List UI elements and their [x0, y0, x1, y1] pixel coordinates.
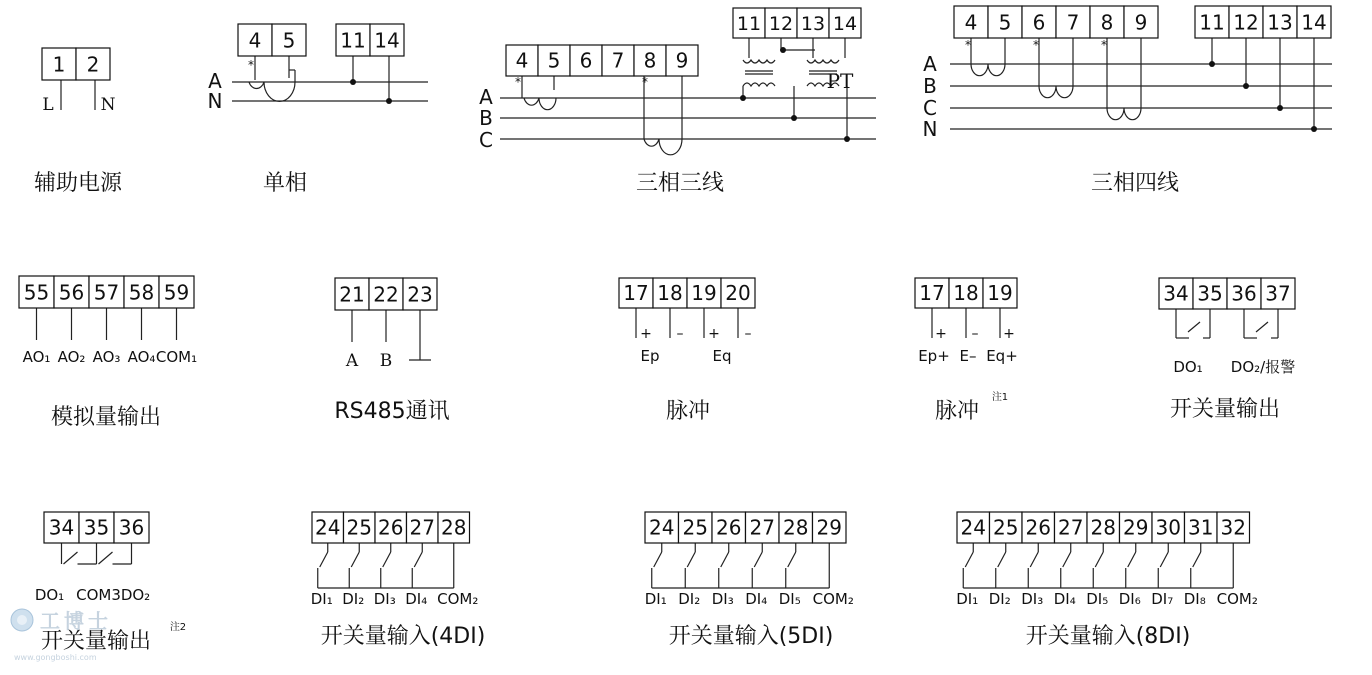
do2-label: DO₂: [120, 586, 151, 604]
3p3w-pt-terminal-number: 11: [736, 12, 762, 35]
di8-label: DI₁: [956, 590, 979, 608]
di-switch: [1128, 552, 1136, 567]
junction-dot: [386, 98, 392, 104]
di4-label: COM₂: [437, 590, 479, 608]
pt-label: PT: [826, 69, 854, 93]
di-switch: [687, 552, 695, 567]
ao-label: COM₁: [155, 348, 198, 366]
3p4w-line-A: A: [923, 52, 937, 76]
di5-label: DI₁: [644, 590, 667, 608]
power-label-n: N: [100, 95, 116, 115]
power-terminal-number: 1: [52, 52, 66, 77]
di4-terminal-number: 25: [346, 515, 372, 540]
single-phase-terminal-number: 5: [282, 28, 296, 53]
di8-terminal-number: 30: [1155, 515, 1181, 540]
logo-text: 工博士: [40, 609, 112, 633]
pulse2-label: Eq+: [986, 347, 1018, 365]
ao-label: AO₄: [127, 348, 156, 366]
di4-terminal-number: 26: [378, 515, 404, 540]
caption-rs485: RS485通讯: [334, 399, 450, 424]
di-switch: [965, 552, 973, 567]
ct-polarity-star: *: [642, 75, 648, 89]
logo-url: www.gongboshi.com: [14, 653, 97, 662]
3p4w-terminal-number: 6: [1032, 10, 1046, 35]
di-switch: [383, 552, 391, 567]
do-switch: [99, 552, 113, 564]
di8-label: DI₂: [988, 590, 1011, 608]
3p3w-pt-terminal-number: 14: [832, 12, 858, 35]
junction-dot: [844, 136, 850, 142]
3p3w-line-a: A: [479, 85, 493, 109]
di4-terminal-number: 27: [409, 515, 435, 540]
ao-label: AO₂: [57, 348, 86, 366]
pulse2-label: Ep+: [918, 347, 950, 365]
di5-label: DI₃: [711, 590, 734, 608]
caption-di8: 开关量输入(8DI): [1025, 624, 1191, 649]
3p3w-line-c: C: [479, 128, 493, 152]
ao-terminal-number: 55: [23, 280, 50, 305]
pulse2-terminal-number: 19: [987, 280, 1013, 305]
di-switch: [1160, 552, 1168, 567]
3p3w-terminal-number: 6: [579, 48, 593, 73]
pulse1-terminal-number: 20: [725, 280, 751, 305]
single-phase-line-a: A: [208, 69, 222, 93]
di5-terminal-number: 29: [816, 515, 842, 540]
di8-label: DI₄: [1053, 590, 1076, 608]
3p4w-v-terminal-number: 14: [1301, 10, 1327, 35]
3p4w-terminal-number: 8: [1100, 10, 1114, 35]
3p3w-line-b: B: [479, 106, 493, 130]
di4-terminal-number: 28: [441, 515, 467, 540]
ct-polarity-star: *: [515, 75, 521, 89]
di5-terminal-number: 26: [716, 515, 742, 540]
ao-terminal-number: 57: [93, 280, 120, 305]
di-switch: [1030, 552, 1038, 567]
rs485-terminal-number: 22: [373, 282, 399, 307]
di4-terminal-number: 24: [315, 515, 341, 540]
caption-do1: 开关量输出: [1169, 397, 1281, 422]
di5-terminal-number: 25: [682, 515, 708, 540]
ao-label: AO₃: [92, 348, 121, 366]
ct-polarity-star: *: [1101, 38, 1107, 52]
di-switch: [1095, 552, 1103, 567]
3p4w-line-N: N: [922, 117, 938, 141]
di-switch: [754, 552, 762, 567]
di-switch: [320, 552, 328, 567]
do2-note: 注2: [169, 622, 187, 633]
pulse-sign: +: [935, 326, 947, 342]
di-switch: [998, 552, 1006, 567]
caption-single-phase: 单相: [262, 171, 308, 196]
do1-terminal-number: 34: [1163, 281, 1189, 306]
di-switch: [351, 552, 359, 567]
caption-pulse2: 脉冲: [934, 399, 980, 424]
ao-terminal-number: 56: [58, 280, 85, 305]
single-phase-line-n: N: [207, 89, 223, 113]
pt-coil-primary: [743, 83, 775, 86]
rs485-a: A: [345, 351, 359, 371]
ct-polarity-star: *: [248, 58, 254, 72]
di8-terminal-number: 31: [1188, 515, 1214, 540]
caption-di4: 开关量输入(4DI): [320, 624, 486, 649]
di8-terminal-number: 29: [1123, 515, 1149, 540]
pulse2-label: E–: [959, 347, 977, 365]
pulse1-terminal-number: 17: [623, 280, 649, 305]
pulse2-terminal-number: 17: [919, 280, 945, 305]
di8-label: DI₆: [1118, 590, 1141, 608]
di8-label: DI₈: [1183, 590, 1206, 608]
caption-3p3w: 三相三线: [635, 171, 725, 196]
di8-label: COM₂: [1216, 590, 1258, 608]
3p4w-v-terminal-number: 13: [1267, 10, 1293, 35]
ao-terminal-number: 58: [128, 280, 155, 305]
do1-terminal-number: 35: [1197, 281, 1223, 306]
3p4w-terminal-number: 5: [998, 10, 1012, 35]
caption-power: 辅助电源: [33, 171, 123, 196]
ct-coil: [971, 64, 1005, 76]
pt-coil-secondary: [807, 60, 839, 63]
di5-label: DI₂: [678, 590, 701, 608]
ct-polarity-star: *: [965, 38, 971, 52]
di4-label: DI₄: [405, 590, 428, 608]
do2-label: COM3: [76, 586, 121, 604]
3p4w-line-C: C: [923, 96, 937, 120]
labels-layer: [23, 10, 1327, 654]
rs485-b: B: [379, 351, 393, 371]
do2-terminal-number: 35: [83, 515, 110, 540]
pulse1-eq: Eq: [712, 347, 732, 365]
do2-label: DO₁: [34, 586, 65, 604]
di8-label: DI₅: [1086, 590, 1109, 608]
3p3w-terminal-number: 4: [515, 48, 529, 73]
junction-dot: [740, 95, 746, 101]
wires-layer: [37, 38, 1333, 588]
di5-terminal-number: 28: [783, 515, 809, 540]
di5-terminal-number: 24: [649, 515, 675, 540]
di5-label: COM₂: [812, 590, 854, 608]
di8-label: DI₇: [1151, 590, 1174, 608]
3p3w-terminal-number: 5: [547, 48, 561, 73]
junction-dot: [1311, 126, 1317, 132]
3p4w-line-B: B: [923, 74, 937, 98]
ct-polarity-star: *: [1033, 38, 1039, 52]
di8-terminal-number: 25: [993, 515, 1019, 540]
ct-coil-c: [644, 139, 682, 155]
do-switch: [64, 552, 78, 564]
di8-terminal-number: 32: [1220, 515, 1246, 540]
pulse2-terminal-number: 18: [953, 280, 979, 305]
pulse1-terminal-number: 18: [657, 280, 683, 305]
junction-dot: [1209, 61, 1215, 67]
3p3w-terminal-number: 7: [611, 48, 625, 73]
ct-coil-a: [524, 98, 556, 110]
di8-terminal-number: 27: [1058, 515, 1084, 540]
rs485-terminal-number: 21: [339, 282, 365, 307]
ct-coil: [249, 82, 295, 101]
di5-label: DI₅: [778, 590, 801, 608]
pulse1-ep: Ep: [640, 347, 660, 365]
junction-dot: [780, 47, 786, 53]
pulse-sign: +: [708, 326, 720, 342]
di-switch: [1063, 552, 1071, 567]
di4-label: DI₂: [342, 590, 365, 608]
di-switch: [1193, 552, 1201, 567]
di-switch: [654, 552, 662, 567]
do-switch: [1188, 322, 1200, 332]
3p4w-terminal-number: 7: [1066, 10, 1080, 35]
3p3w-terminal-number: 9: [675, 48, 689, 73]
junction-dot: [1277, 105, 1283, 111]
rs485-terminal-number: 23: [407, 282, 433, 307]
3p4w-v-terminal-number: 11: [1199, 10, 1225, 35]
ao-label: AO₁: [22, 348, 51, 366]
single-phase-terminal-number: 4: [248, 28, 262, 53]
pulse-sign: –: [676, 326, 684, 342]
ct-coil: [1039, 86, 1073, 98]
di4-label: DI₃: [373, 590, 396, 608]
single-phase-terminal-number: 14: [374, 28, 400, 53]
do2-terminal-number: 34: [48, 515, 75, 540]
pulse-sign: –: [971, 326, 979, 342]
do1-terminal-number: 37: [1265, 281, 1291, 306]
3p3w-pt-terminal-number: 13: [800, 12, 826, 35]
do2-terminal-number: 36: [118, 515, 145, 540]
ct-coil: [1107, 108, 1141, 120]
junction-dot: [1243, 83, 1249, 89]
junction-dot: [350, 79, 356, 85]
di-switch: [721, 552, 729, 567]
do1-label: DO₂/报警: [1230, 358, 1296, 376]
caption-do2: 开关量输出: [40, 629, 152, 654]
pulse-sign: +: [1003, 326, 1015, 342]
di8-terminal-number: 26: [1025, 515, 1051, 540]
3p4w-terminal-number: 4: [964, 10, 978, 35]
power-label-l: L: [42, 95, 54, 115]
ao-terminal-number: 59: [163, 280, 190, 305]
3p4w-terminal-number: 9: [1134, 10, 1148, 35]
pulse-sign: +: [640, 326, 652, 342]
3p3w-terminal-number: 8: [643, 48, 657, 73]
pulse2-note: 注1: [991, 392, 1009, 403]
caption-3p4w: 三相四线: [1090, 171, 1180, 196]
3p4w-v-terminal-number: 12: [1233, 10, 1259, 35]
do1-terminal-number: 36: [1231, 281, 1257, 306]
junction-dot: [791, 115, 797, 121]
single-phase-terminal-number: 11: [340, 28, 366, 53]
di4-label: DI₁: [310, 590, 333, 608]
di-switch: [788, 552, 796, 567]
caption-analog-output: 模拟量输出: [50, 405, 162, 430]
di8-terminal-number: 28: [1090, 515, 1116, 540]
di5-terminal-number: 27: [749, 515, 775, 540]
pulse-sign: –: [744, 326, 752, 342]
caption-di5: 开关量输入(5DI): [668, 624, 834, 649]
di5-label: DI₄: [745, 590, 768, 608]
do-switch: [1256, 322, 1268, 332]
power-terminal-number: 2: [86, 52, 100, 77]
do1-label: DO₁: [1173, 358, 1203, 376]
caption-pulse1: 脉冲: [665, 399, 711, 424]
di8-label: DI₃: [1021, 590, 1044, 608]
di-switch: [414, 552, 422, 567]
pt-coil-secondary: [743, 60, 775, 63]
3p3w-pt-terminal-number: 12: [768, 12, 794, 35]
di8-terminal-number: 24: [960, 515, 986, 540]
pulse1-terminal-number: 19: [691, 280, 717, 305]
